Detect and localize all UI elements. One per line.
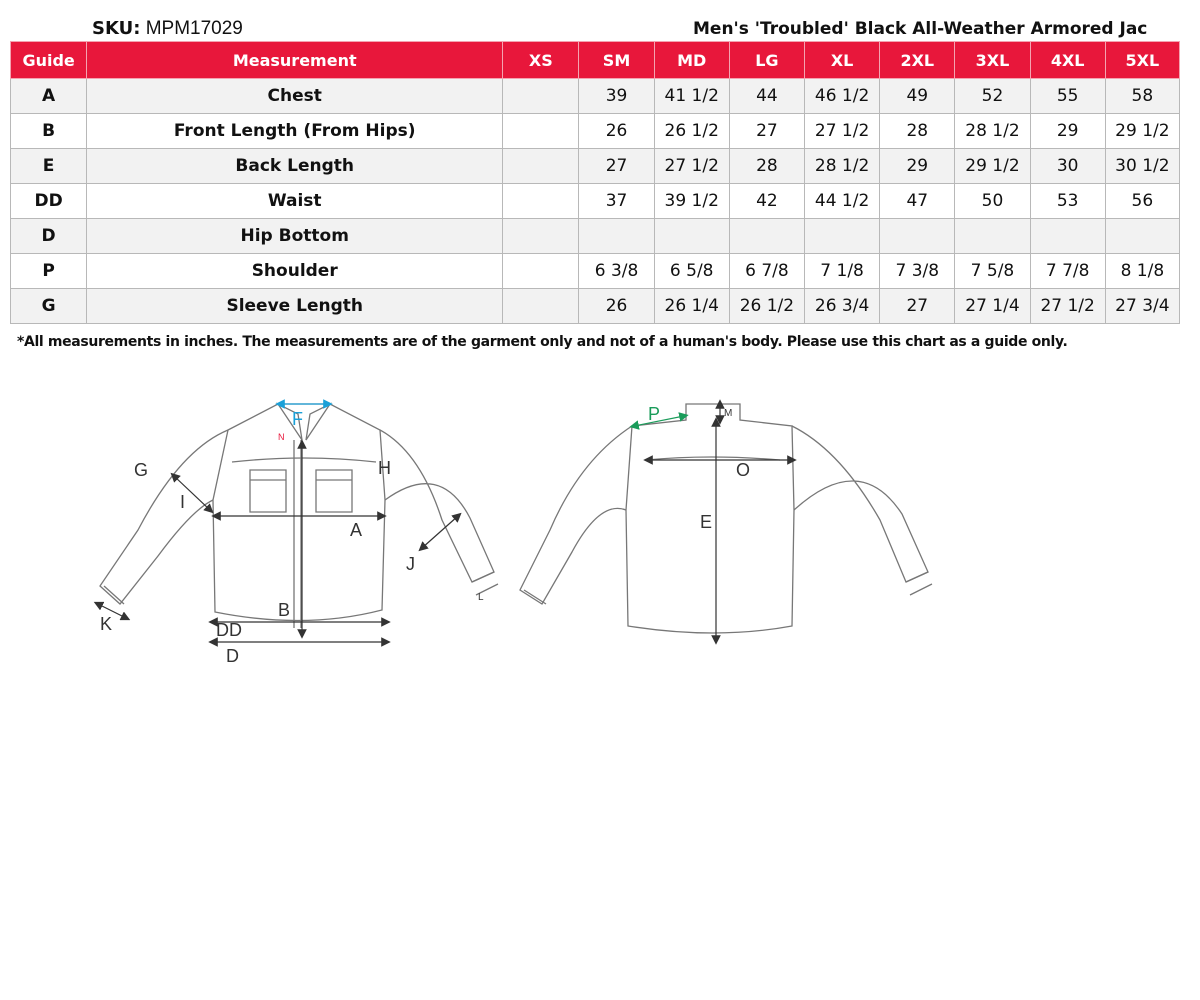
label-D: D [226, 646, 239, 666]
measurement-cell: Shoulder [87, 254, 503, 289]
front-arrows [98, 404, 484, 666]
column-header-size: 2XL [880, 42, 955, 79]
value-cell: 7 7/8 [1030, 254, 1105, 289]
value-cell: 44 1/2 [805, 184, 880, 219]
value-cell: 28 1/2 [805, 149, 880, 184]
value-cell: 42 [729, 184, 804, 219]
value-cell: 29 1/2 [1105, 114, 1179, 149]
value-cell: 27 3/4 [1105, 289, 1179, 324]
label-P: P [648, 404, 661, 424]
value-cell [503, 114, 579, 149]
value-cell [654, 219, 729, 254]
label-F: F [292, 409, 303, 429]
guide-cell: E [11, 149, 87, 184]
value-cell: 41 1/2 [654, 79, 729, 114]
value-cell: 46 1/2 [805, 79, 880, 114]
product-title: Men's 'Troubled' Black All-Weather Armored Jac [693, 19, 1148, 39]
value-cell: 37 [579, 184, 654, 219]
measurement-cell: Front Length (From Hips) [87, 114, 503, 149]
value-cell: 29 [880, 149, 955, 184]
value-cell: 55 [1030, 79, 1105, 114]
value-cell: 27 [579, 149, 654, 184]
value-cell [1105, 219, 1179, 254]
value-cell: 53 [1030, 184, 1105, 219]
value-cell: 7 1/8 [805, 254, 880, 289]
label-E: E [700, 512, 713, 532]
value-cell [503, 184, 579, 219]
column-header-size: MD [654, 42, 729, 79]
value-cell: 6 5/8 [654, 254, 729, 289]
sku-label: SKU: [92, 18, 141, 39]
column-header-measurement: Measurement [87, 42, 503, 79]
value-cell: 29 1/2 [955, 149, 1030, 184]
guide-cell: D [11, 219, 87, 254]
value-cell: 39 [579, 79, 654, 114]
guide-cell: B [11, 114, 87, 149]
guide-cell: P [11, 254, 87, 289]
value-cell: 26 1/2 [654, 114, 729, 149]
label-M: M [724, 408, 733, 419]
value-cell: 28 [880, 114, 955, 149]
column-header-size: SM [579, 42, 654, 79]
value-cell: 26 3/4 [805, 289, 880, 324]
column-header-size: LG [729, 42, 804, 79]
table-row [11, 114, 1180, 149]
guide-cell: DD [11, 184, 87, 219]
value-cell [579, 219, 654, 254]
value-cell: 29 [1030, 114, 1105, 149]
table-row [11, 79, 1180, 114]
value-cell: 47 [880, 184, 955, 219]
value-cell: 28 [729, 149, 804, 184]
value-cell: 27 [729, 114, 804, 149]
back-view [520, 404, 932, 633]
value-cell: 27 1/2 [654, 149, 729, 184]
column-header-size: 4XL [1030, 42, 1105, 79]
value-cell: 56 [1105, 184, 1179, 219]
column-header-size: XS [503, 42, 579, 79]
value-cell: 44 [729, 79, 804, 114]
value-cell: 6 3/8 [579, 254, 654, 289]
value-cell [503, 79, 579, 114]
jacket-measurement-diagram [80, 390, 940, 680]
value-cell [503, 254, 579, 289]
measurement-cell: Hip Bottom [87, 219, 503, 254]
value-cell [503, 149, 579, 184]
table-header-row [11, 42, 1180, 79]
sku-value: MPM17029 [145, 18, 243, 39]
value-cell: 27 1/2 [805, 114, 880, 149]
value-cell: 28 1/2 [955, 114, 1030, 149]
value-cell: 30 [1030, 149, 1105, 184]
table-row [11, 289, 1180, 324]
value-cell: 26 1/4 [654, 289, 729, 324]
guide-cell: A [11, 79, 87, 114]
label-I: I [180, 492, 186, 512]
value-cell: 39 1/2 [654, 184, 729, 219]
value-cell: 52 [955, 79, 1030, 114]
value-cell: 30 1/2 [1105, 149, 1179, 184]
back-arrows [634, 404, 792, 640]
label-J: J [406, 554, 415, 574]
table-row [11, 219, 1180, 254]
value-cell: 7 3/8 [880, 254, 955, 289]
label-B: B [278, 600, 291, 620]
value-cell [955, 219, 1030, 254]
size-chart-table [10, 41, 1180, 324]
value-cell: 27 1/4 [955, 289, 1030, 324]
label-K: K [100, 614, 113, 634]
value-cell: 50 [955, 184, 1030, 219]
label-G: G [134, 460, 149, 480]
header [0, 16, 1200, 42]
value-cell: 6 7/8 [729, 254, 804, 289]
value-cell [880, 219, 955, 254]
value-cell [729, 219, 804, 254]
value-cell [503, 219, 579, 254]
value-cell: 58 [1105, 79, 1179, 114]
column-header-size: 3XL [955, 42, 1030, 79]
value-cell: 27 1/2 [1030, 289, 1105, 324]
value-cell: 26 [579, 114, 654, 149]
measurement-cell: Chest [87, 79, 503, 114]
table-row [11, 149, 1180, 184]
value-cell: 8 1/8 [1105, 254, 1179, 289]
label-DD: DD [216, 620, 242, 640]
column-header-guide: Guide [11, 42, 87, 79]
sku [92, 18, 243, 40]
measurement-cell: Sleeve Length [87, 289, 503, 324]
value-cell: 26 [579, 289, 654, 324]
value-cell: 7 5/8 [955, 254, 1030, 289]
table-row [11, 184, 1180, 219]
value-cell: 27 [880, 289, 955, 324]
column-header-size: XL [805, 42, 880, 79]
column-header-size: 5XL [1105, 42, 1179, 79]
value-cell [805, 219, 880, 254]
table-row [11, 254, 1180, 289]
value-cell: 26 1/2 [729, 289, 804, 324]
measurement-cell: Back Length [87, 149, 503, 184]
label-L: L [478, 592, 484, 603]
label-O: O [736, 460, 751, 480]
label-H: H [378, 458, 391, 478]
footnote: *All measurements in inches. The measurements are of the garment only and not of a human's body. Please use this chart as a guide only. [17, 334, 1068, 350]
value-cell [503, 289, 579, 324]
label-N: N [278, 432, 285, 442]
guide-cell: G [11, 289, 87, 324]
measurement-cell: Waist [87, 184, 503, 219]
value-cell: 49 [880, 79, 955, 114]
value-cell [1030, 219, 1105, 254]
label-A: A [350, 520, 363, 540]
